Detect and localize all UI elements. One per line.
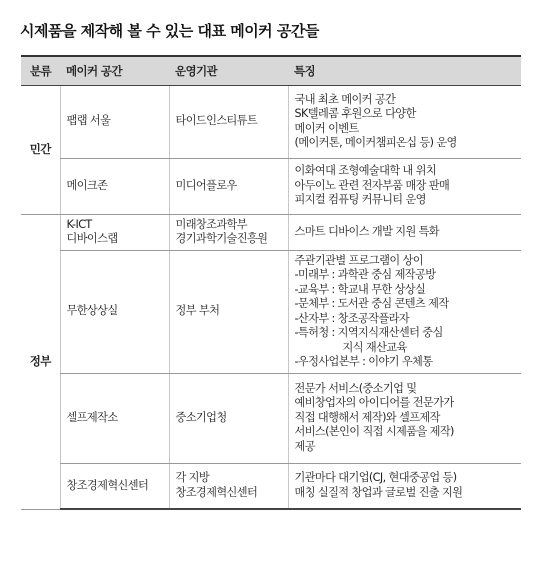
features-cell [288, 373, 521, 463]
space-line: 팹랩 서울 [66, 114, 111, 128]
space-line: 디바이스랩 [66, 232, 118, 245]
features-line: -특허청 : 지역지식재산센터 중심 [294, 326, 443, 339]
features-line: 제공 [294, 439, 315, 453]
features-line: (메이커톤, 메이커챔피온십 등) 운영 [294, 136, 457, 149]
operator-line: 중소기업청 [175, 410, 227, 424]
header-operator: 운영기관 [169, 56, 288, 85]
space-line: 메이크존 [66, 178, 108, 192]
table-row [21, 85, 521, 158]
features-line: 이화여대 조형예술대학 내 위치 [294, 164, 437, 178]
operator-cell [169, 250, 288, 373]
category-cell: 정부 [21, 214, 60, 509]
space-line: 셀프제작소 [66, 410, 118, 424]
features-cell [288, 158, 521, 214]
table-row [21, 250, 521, 373]
operator-cell [169, 214, 288, 250]
table-header-row [21, 56, 521, 85]
features-line: -미래부 : 과학관 중심 제작공방 [294, 268, 436, 281]
header-category: 분류 [21, 56, 60, 85]
features-line: 국내 최초 메이커 공간 [294, 92, 396, 106]
space-name-cell [60, 158, 169, 214]
features-line: -산자부 : 창조공작플라자 [294, 311, 410, 325]
features-line: 스마트 디바이스 개발 지원 특화 [294, 224, 440, 238]
operator-line: 창조경제혁신센터 [175, 485, 258, 499]
features-line: -문체부 : 도서관 중심 콘텐츠 제작 [294, 297, 449, 310]
space-line: 무한상상실 [66, 304, 118, 318]
table-row [21, 373, 521, 463]
page-title: 시제품을 제작해 볼 수 있는 대표 메이커 공간들 [20, 22, 319, 40]
features-line: SK텔레콤 후원으로 다양한 [294, 107, 416, 120]
features-line: 피지컬 컴퓨팅 커뮤니티 운영 [294, 193, 426, 207]
table-row [21, 158, 521, 214]
features-line: 전문가 서비스(중소기업 및 [294, 381, 417, 395]
category-cell: 민간 [21, 85, 60, 214]
operator-line: 타이드인스티튜트 [175, 114, 258, 128]
maker-space-table [21, 55, 521, 510]
operator-line: 미래창조과학부 [175, 217, 247, 231]
space-name-cell [60, 85, 169, 158]
operator-line: 미디어플로우 [175, 178, 237, 192]
features-line: 예비창업자의 아이디어를 전문가가 [294, 396, 454, 410]
space-line: 창조경제혁신센터 [66, 478, 149, 492]
features-cell [288, 463, 521, 509]
operator-cell [169, 373, 288, 463]
space-name-cell [60, 373, 169, 463]
features-cell [288, 250, 521, 373]
operator-line: 경기과학기술진흥원 [175, 232, 268, 245]
operator-cell [169, 85, 288, 158]
operator-cell [169, 463, 288, 509]
header-features: 특징 [288, 56, 521, 85]
features-line: 서비스(본인이 직접 시제품을 제작) [294, 425, 454, 439]
operator-cell [169, 158, 288, 214]
features-line: 매칭 실질적 창업과 글로벌 진출 지원 [294, 485, 463, 499]
features-line: 기관마다 대기업(CJ, 현대중공업 등) [294, 471, 457, 485]
operator-line: 각 지방 [175, 471, 210, 485]
features-line: 직접 대행해서 제작)와 셀프제작 [294, 410, 440, 424]
features-line: 지식 재산교육 [342, 340, 407, 354]
space-name-cell [60, 214, 169, 250]
space-name-cell [60, 463, 169, 509]
features-line: -우정사업본부 : 이야기 우체통 [294, 355, 433, 368]
table-body [21, 85, 521, 509]
features-line: 아두이노 관련 전자부품 매장 판매 [294, 178, 450, 192]
header-space: 메이커 공간 [60, 56, 169, 85]
table-row [21, 214, 521, 250]
space-name-cell [60, 250, 169, 373]
operator-line: 정부 부처 [175, 304, 220, 318]
table-row [21, 463, 521, 509]
features-line: 메이커 이벤트 [294, 121, 359, 135]
features-cell [288, 85, 521, 158]
features-cell [288, 214, 521, 250]
features-line: 주관기관별 프로그램이 상이 [294, 253, 423, 267]
features-line: -교육부 : 학교내 무한 상상실 [294, 282, 426, 296]
space-line: K-ICT [66, 217, 92, 231]
